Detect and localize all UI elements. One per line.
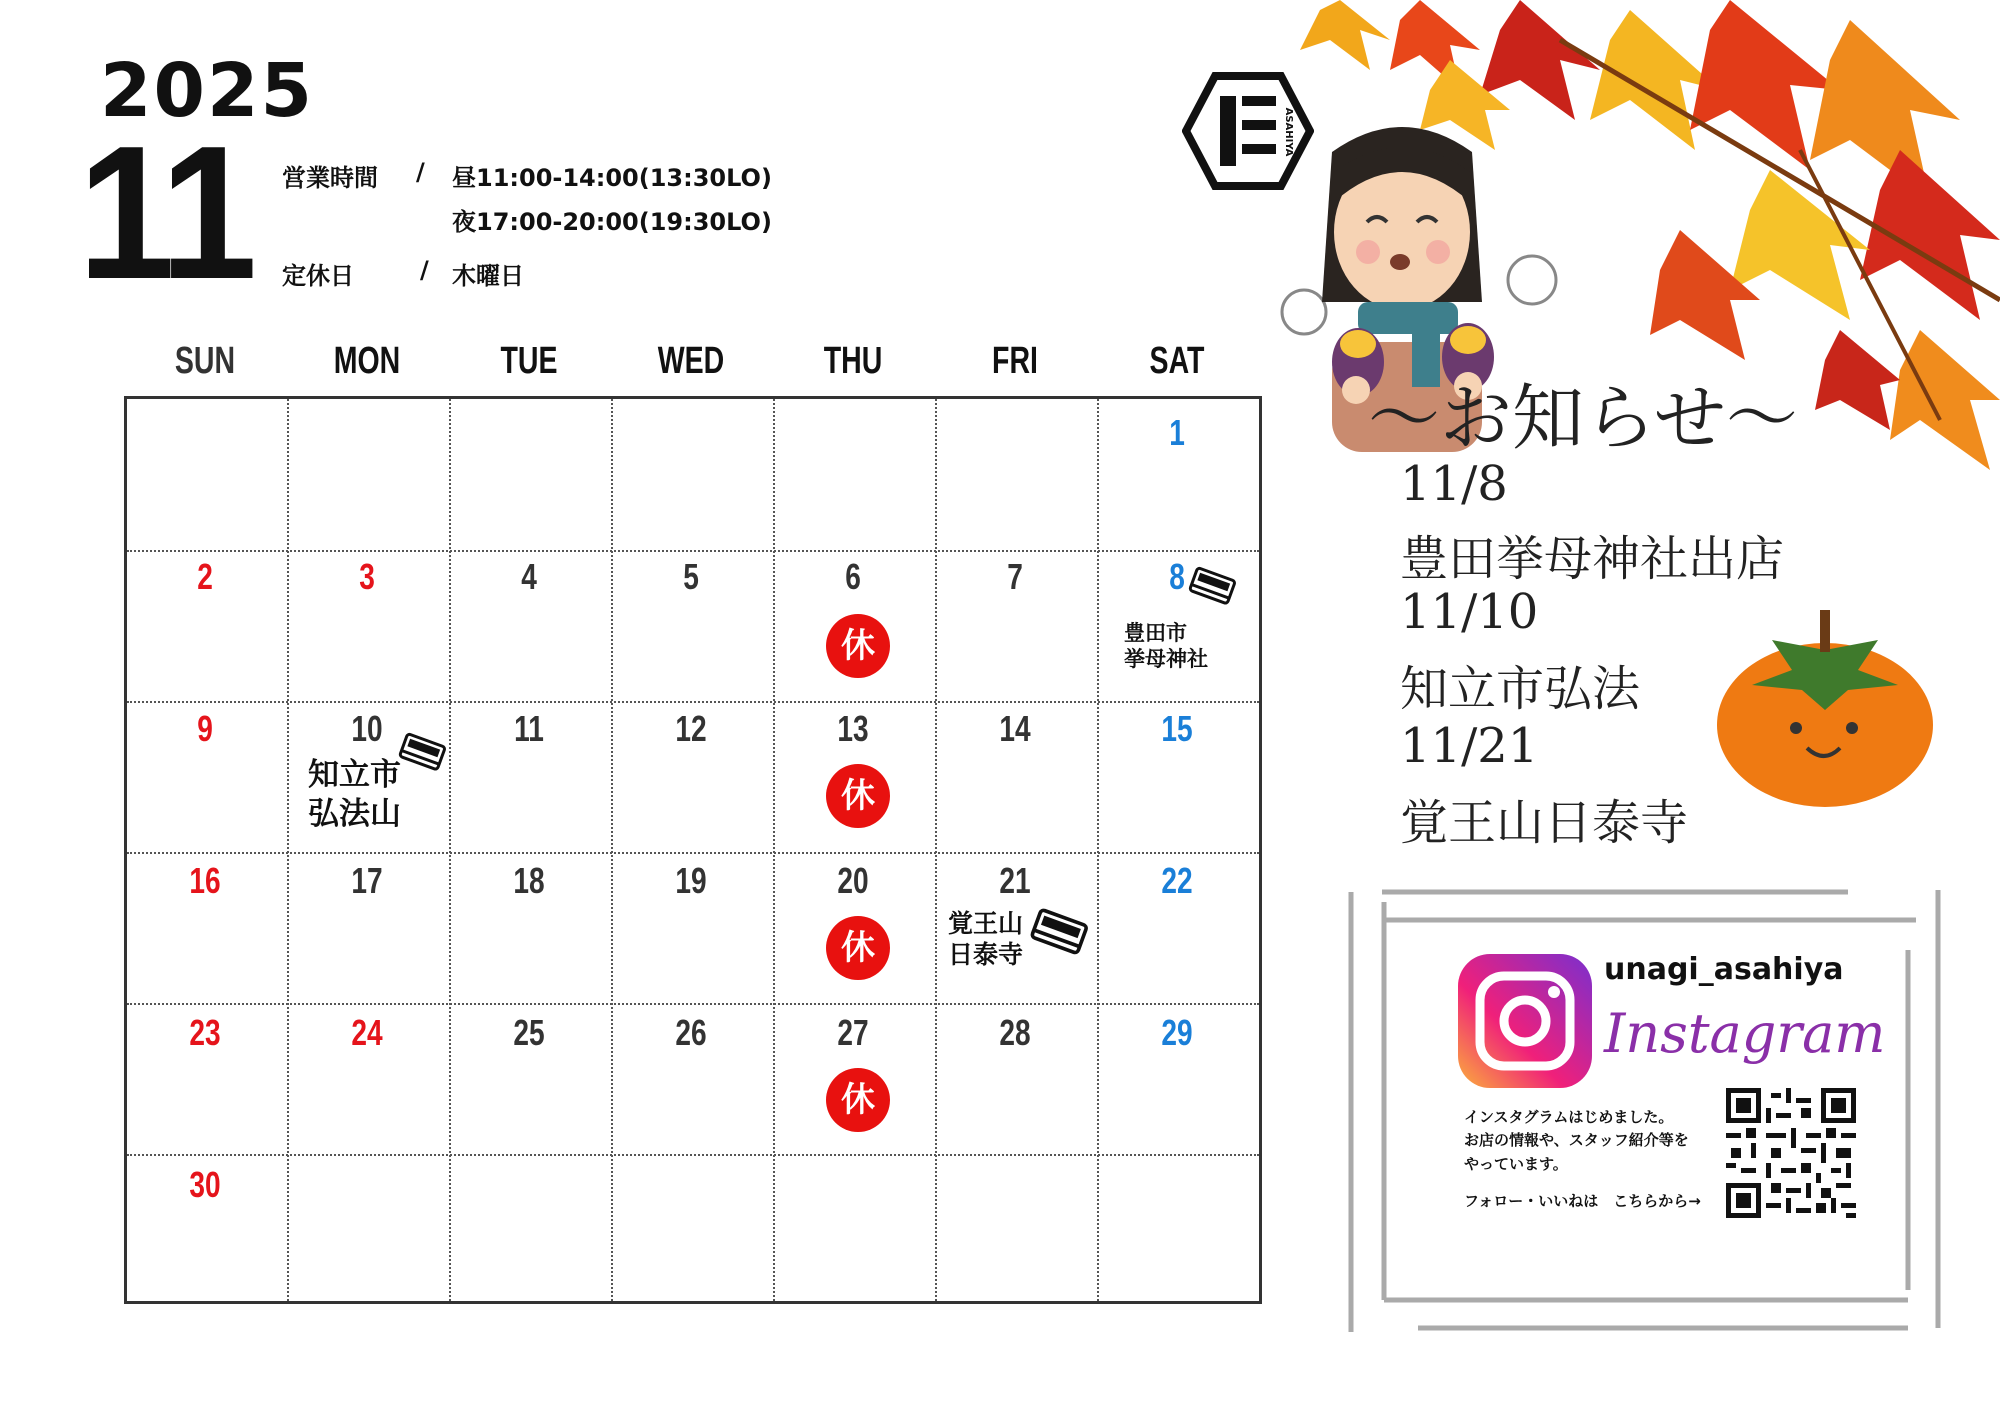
year-label: 2025 [100, 48, 314, 134]
weekday-tue: TUE [500, 340, 558, 382]
notice-title: 〜お知らせ〜 [1368, 376, 1798, 460]
weekday-sun: SUN [174, 340, 236, 382]
day-12: 12 [675, 708, 707, 749]
weekday-thu: THU [823, 340, 883, 382]
day-22: 22 [1161, 860, 1193, 901]
day-23: 23 [189, 1012, 221, 1053]
day-21: 21 [999, 860, 1031, 901]
day-20: 20 [837, 860, 869, 901]
grid-divider [127, 852, 1259, 854]
day-18: 18 [513, 860, 545, 901]
weekday-mon: MON [333, 340, 401, 382]
logo-text: ASAHIYA [1283, 107, 1294, 157]
instagram-icon[interactable] [1458, 954, 1592, 1088]
event-line: 覚王山 [948, 909, 1024, 938]
weekday-sat: SAT [1149, 340, 1205, 382]
day-7: 7 [1007, 556, 1023, 597]
day-15: 15 [1161, 708, 1193, 749]
grid-divider [1097, 399, 1099, 1301]
grid-divider [127, 701, 1259, 703]
qr-code[interactable] [1726, 1088, 1856, 1218]
notice-item: 覚王山日泰寺 [1400, 795, 1689, 851]
closed-badge: 休 [826, 764, 890, 828]
grid-divider [127, 1154, 1259, 1156]
holiday-value: 木曜日 [452, 262, 524, 290]
instagram-wordmark: Instagram [1604, 1002, 1886, 1065]
grid-divider [773, 399, 775, 1301]
day-24: 24 [351, 1012, 383, 1053]
day-16: 16 [189, 860, 221, 901]
day-4: 4 [521, 556, 537, 597]
hours-slash: / [416, 158, 425, 186]
day-9: 9 [197, 708, 213, 749]
instagram-description [1464, 1106, 1689, 1176]
closed-badge: 休 [826, 614, 890, 678]
notice-item: 知立市弘法 [1400, 661, 1641, 717]
weekday-wed: WED [657, 340, 725, 382]
holiday-label: 定休日 [282, 262, 354, 290]
day-1: 1 [1169, 412, 1185, 453]
event-note-day-21 [948, 908, 1023, 971]
holiday-slash: / [420, 256, 429, 284]
notice-item: 11/8 [1400, 456, 1508, 512]
notice-item: 豊田挙母神社出店 [1400, 531, 1785, 587]
day-3: 3 [359, 556, 375, 597]
calendar-grid [124, 396, 1262, 1304]
day-10: 10 [351, 708, 383, 749]
event-note-day-10 [308, 756, 401, 834]
event-line: 知立市 [308, 757, 401, 793]
day-27: 27 [837, 1012, 869, 1053]
closed-badge: 休 [826, 916, 890, 980]
day-29: 29 [1161, 1012, 1193, 1053]
instagram-handle[interactable]: unagi_asahiya [1604, 952, 1844, 987]
day-8: 8 [1169, 556, 1185, 597]
event-line: 豊田市 [1124, 621, 1187, 645]
day-25: 25 [513, 1012, 545, 1053]
notice-item: 11/10 [1400, 584, 1539, 640]
day-19: 19 [675, 860, 707, 901]
day-2: 2 [197, 556, 213, 597]
grid-divider [449, 399, 451, 1301]
day-17: 17 [351, 860, 383, 901]
hours-label: 営業時間 [282, 164, 378, 192]
day-30: 30 [189, 1164, 221, 1205]
grid-divider [127, 550, 1259, 552]
grid-divider [611, 399, 613, 1301]
day-6: 6 [845, 556, 861, 597]
event-line: 挙母神社 [1124, 647, 1208, 672]
persimmon-illustration [1712, 600, 1938, 810]
instagram-follow-text: フォロー・いいねは こちらから→ [1464, 1192, 1701, 1210]
day-11: 11 [514, 708, 544, 749]
grid-divider [287, 399, 289, 1301]
weekday-fri: FRI [992, 340, 1038, 382]
instagram-desc-line: インスタグラムはじめました。 [1464, 1108, 1674, 1126]
closed-badge: 休 [826, 1068, 890, 1132]
hours-lunch: 昼11:00-14:00(13:30LO) [452, 164, 772, 192]
grid-divider [935, 399, 937, 1301]
notice-item: 11/21 [1400, 718, 1539, 774]
day-28: 28 [999, 1012, 1031, 1053]
event-note-day-8 [1124, 620, 1208, 673]
day-5: 5 [683, 556, 699, 597]
grid-divider [127, 1003, 1259, 1005]
event-line: 日泰寺 [948, 940, 1024, 970]
day-26: 26 [675, 1012, 707, 1053]
event-line: 弘法山 [308, 795, 401, 832]
instagram-desc-line: やっています。 [1464, 1154, 1568, 1173]
day-13: 13 [837, 708, 869, 749]
day-14: 14 [999, 708, 1031, 749]
hours-dinner: 夜17:00-20:00(19:30LO) [452, 208, 772, 236]
month-number: 11 [78, 107, 252, 319]
instagram-desc-line: お店の情報や、スタッフ紹介等を [1464, 1131, 1689, 1150]
